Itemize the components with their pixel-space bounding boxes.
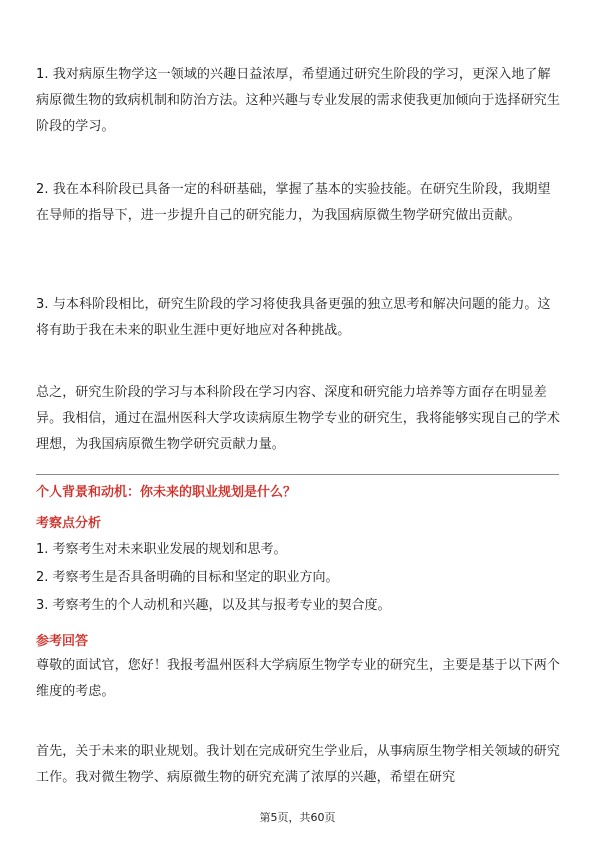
answer-paragraph-2: 首先，关于未来的职业规划。我计划在完成研究生学业后，从事病原生物学相关领域的研究工作。我对微生物学、病原微生物的研究充满了浓厚的兴趣，希望在研究	[36, 744, 561, 785]
page-number: 第5页，共60页	[259, 811, 336, 824]
paragraph-4: 总之，研究生阶段的学习与本科阶段在学习内容、深度和研究能力培养等方面存在明显差异。我相信，通过在温州医科大学攻读病原生物学专业的研究生，我将能够实现自己的学术理想，为我国病原微生物学研究贡献力量。	[36, 385, 561, 452]
paragraph-3: 3. 与本科阶段相比，研究生阶段的学习将使我具备更强的独立思考和解决问题的能力。这将有助于我在未来的职业生涯中更好地应对各种挑战。	[36, 297, 551, 338]
paragraph-1: 1. 我对病原生物学这一领域的兴趣日益浓厚，希望通过研究生阶段的学习，更深入地了解病原微生物的致病机制和防治方法。这种兴趣与专业发展的需求使我更加倾向于选择研究生阶段的学习。	[36, 67, 561, 134]
analysis-heading: 考察点分析	[36, 516, 102, 531]
analysis-item-3: 3. 考察考生的个人动机和兴趣，以及其与报考专业的契合度。	[36, 598, 391, 613]
answer-heading: 参考回答	[36, 634, 89, 649]
analysis-item-1: 1. 考察考生对未来职业发展的规划和思考。	[36, 542, 287, 557]
section-divider	[36, 474, 559, 475]
question-title: 个人背景和动机：你未来的职业规划是什么？	[36, 485, 297, 500]
answer-paragraph-1: 尊敬的面试官，您好！我报考温州医科大学病原生物学专业的研究生，主要是基于以下两个维度的考虑。	[36, 658, 561, 699]
paragraph-2: 2. 我在本科阶段已具备一定的科研基础，掌握了基本的实验技能。在研究生阶段，我期望在导师的指导下，进一步提升自己的研究能力，为我国病原微生物学研究做出贡献。	[36, 182, 551, 223]
analysis-item-2: 2. 考察考生是否具备明确的目标和坚定的职业方向。	[36, 570, 339, 585]
